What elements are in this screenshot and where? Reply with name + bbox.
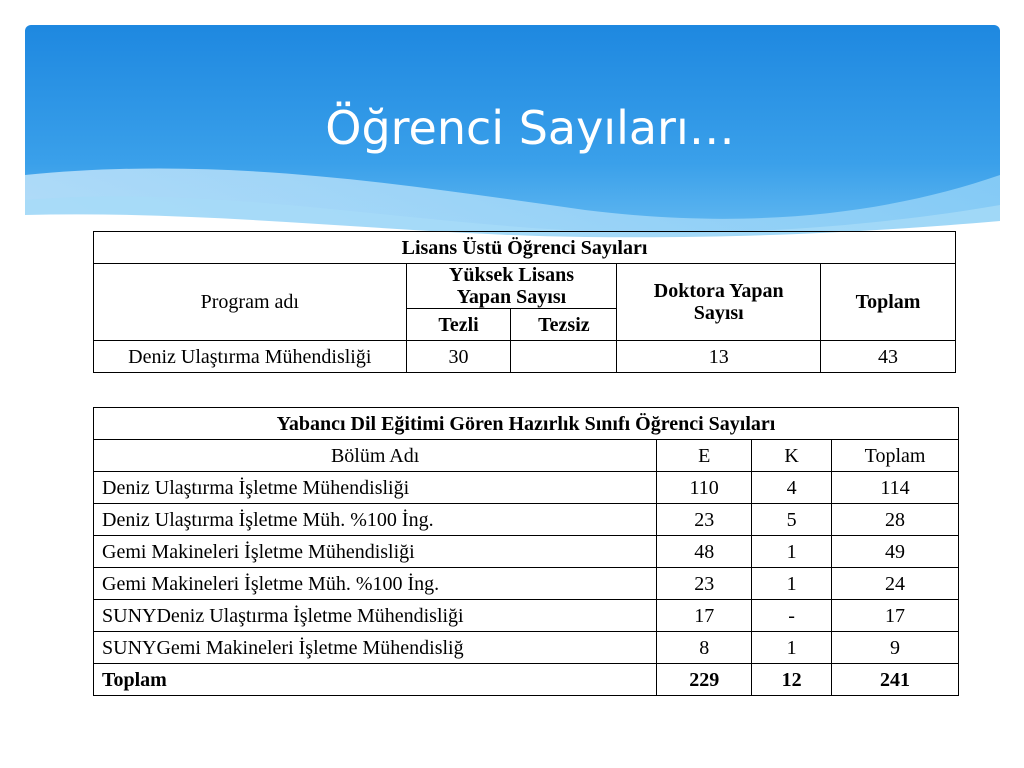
female-count-cell: 1 [752, 568, 832, 600]
totals-label: Toplam [94, 664, 657, 696]
table-row [94, 504, 959, 536]
totals-row [94, 664, 959, 696]
prep-class-students-table [93, 407, 959, 696]
table-row [94, 536, 959, 568]
graduate-total-cell: 43 [821, 341, 956, 373]
prep-total-header: Toplam [832, 440, 959, 472]
male-header: E [657, 440, 752, 472]
row-total-cell: 24 [832, 568, 959, 600]
grand-total-cell: 241 [832, 664, 959, 696]
table-row [94, 632, 959, 664]
graduate-total-header: Toplam [821, 264, 956, 341]
phd-header-line2: Sayısı [693, 302, 744, 324]
non-thesis-count-cell [511, 341, 617, 373]
program-name-header: Program adı [94, 264, 407, 341]
table-row [94, 472, 959, 504]
phd-header [617, 264, 821, 341]
department-cell: Deniz Ulaştırma İşletme Mühendisliği [94, 472, 657, 504]
department-header: Bölüm Adı [94, 440, 657, 472]
row-total-cell: 28 [832, 504, 959, 536]
thesis-count-cell: 30 [406, 341, 511, 373]
row-total-cell: 114 [832, 472, 959, 504]
prep-table-caption: Yabancı Dil Eğitimi Gören Hazırlık Sınıfı Öğrenci Sayıları [94, 408, 959, 440]
department-cell: Gemi Makineleri İşletme Mühendisliği [94, 536, 657, 568]
department-cell: SUNYGemi Makineleri İşletme Mühendisliğ [94, 632, 657, 664]
program-name-cell: Deniz Ulaştırma Mühendisliği [94, 341, 407, 373]
non-thesis-header: Tezsiz [511, 309, 617, 341]
phd-header-line1: Doktora Yapan [653, 280, 784, 302]
female-count-cell: 1 [752, 632, 832, 664]
male-count-cell: 17 [657, 600, 752, 632]
male-count-cell: 8 [657, 632, 752, 664]
female-count-cell: - [752, 600, 832, 632]
table-row [94, 341, 956, 373]
graduate-table-caption: Lisans Üstü Öğrenci Sayıları [94, 232, 956, 264]
female-count-cell: 5 [752, 504, 832, 536]
department-cell: Gemi Makineleri İşletme Müh. %100 İng. [94, 568, 657, 600]
table-row [94, 600, 959, 632]
male-count-cell: 110 [657, 472, 752, 504]
department-cell: SUNYDeniz Ulaştırma İşletme Mühendisliği [94, 600, 657, 632]
female-total-cell: 12 [752, 664, 832, 696]
male-count-cell: 23 [657, 504, 752, 536]
male-total-cell: 229 [657, 664, 752, 696]
masters-header [406, 264, 617, 309]
male-count-cell: 48 [657, 536, 752, 568]
male-count-cell: 23 [657, 568, 752, 600]
row-total-cell: 9 [832, 632, 959, 664]
masters-header-line1: Yüksek Lisans [448, 264, 574, 286]
female-count-cell: 4 [752, 472, 832, 504]
phd-count-cell: 13 [617, 341, 821, 373]
table-row [94, 568, 959, 600]
female-count-cell: 1 [752, 536, 832, 568]
female-header: K [752, 440, 832, 472]
department-cell: Deniz Ulaştırma İşletme Müh. %100 İng. [94, 504, 657, 536]
slide-header-banner [25, 25, 1000, 255]
slide-title: Öğrenci Sayıları… [325, 101, 735, 155]
graduate-students-table [93, 231, 956, 373]
thesis-header: Tezli [406, 309, 511, 341]
row-total-cell: 49 [832, 536, 959, 568]
row-total-cell: 17 [832, 600, 959, 632]
masters-header-line2: Yapan Sayısı [456, 286, 567, 308]
